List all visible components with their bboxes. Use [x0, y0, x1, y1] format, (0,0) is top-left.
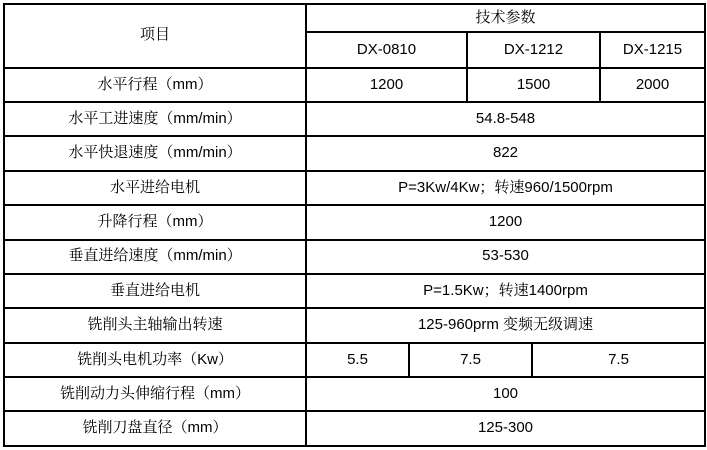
- header-row-params: [4, 4, 705, 32]
- spec-label-cell: 水平进给电机: [4, 171, 306, 205]
- model-cell-dx1212: DX-1212: [467, 32, 600, 67]
- spec-value-cell: 7.5: [532, 343, 705, 377]
- table-row-spindle-output-speed: [4, 308, 705, 342]
- spec-label-cell: 铣削动力头伸缩行程（mm）: [4, 377, 306, 411]
- spec-value-cell: P=3Kw/4Kw；转速960/1500rpm: [306, 171, 705, 205]
- spec-label-cell: 水平行程（mm）: [4, 68, 306, 102]
- spec-value-cell: 7.5: [409, 343, 532, 377]
- table-row-lift-travel: [4, 205, 705, 239]
- spec-value-cell: 1200: [306, 205, 705, 239]
- table-row-power-head-telescopic-travel: [4, 377, 705, 411]
- header-params-cell: 技术参数: [306, 4, 705, 32]
- spec-value-cell: 5.5: [306, 343, 409, 377]
- model-cell-dx1215: DX-1215: [600, 32, 705, 67]
- spec-value-cell: 822: [306, 136, 705, 170]
- spec-value-cell: 1500: [467, 68, 600, 102]
- spec-label-cell: 铣削头主轴输出转速: [4, 308, 306, 342]
- table-row-milling-head-motor-power: [4, 343, 705, 377]
- table-row-cutter-disc-diameter: [4, 411, 705, 446]
- spec-value-cell: 54.8-548: [306, 102, 705, 136]
- table-row-work-feed-speed: [4, 102, 705, 136]
- spec-value-cell: 1200: [306, 68, 467, 102]
- spec-label-cell: 水平快退速度（mm/min）: [4, 136, 306, 170]
- spec-label-cell: 升降行程（mm）: [4, 205, 306, 239]
- table-row-vertical-feed-speed: [4, 240, 705, 274]
- table-row-horizontal-feed-motor: [4, 171, 705, 205]
- spec-value-cell: 100: [306, 377, 705, 411]
- spec-table: [3, 3, 706, 447]
- model-cell-dx0810: DX-0810: [306, 32, 467, 67]
- spec-label-cell: 铣削头电机功率（Kw）: [4, 343, 306, 377]
- spec-label-cell: 水平工进速度（mm/min）: [4, 102, 306, 136]
- spec-label-cell: 垂直进给电机: [4, 274, 306, 308]
- header-item-cell: 项目: [4, 4, 306, 68]
- spec-label-cell: 铣削刀盘直径（mm）: [4, 411, 306, 446]
- spec-value-cell: 125-960prm 变频无级调速: [306, 308, 705, 342]
- spec-value-cell: 2000: [600, 68, 705, 102]
- table-row-rapid-return-speed: [4, 136, 705, 170]
- spec-value-cell: P=1.5Kw；转速1400rpm: [306, 274, 705, 308]
- spec-value-cell: 53-530: [306, 240, 705, 274]
- spec-value-cell: 125-300: [306, 411, 705, 446]
- table-row-horizontal-travel: [4, 68, 705, 102]
- spec-label-cell: 垂直进给速度（mm/min）: [4, 240, 306, 274]
- table-row-vertical-feed-motor: [4, 274, 705, 308]
